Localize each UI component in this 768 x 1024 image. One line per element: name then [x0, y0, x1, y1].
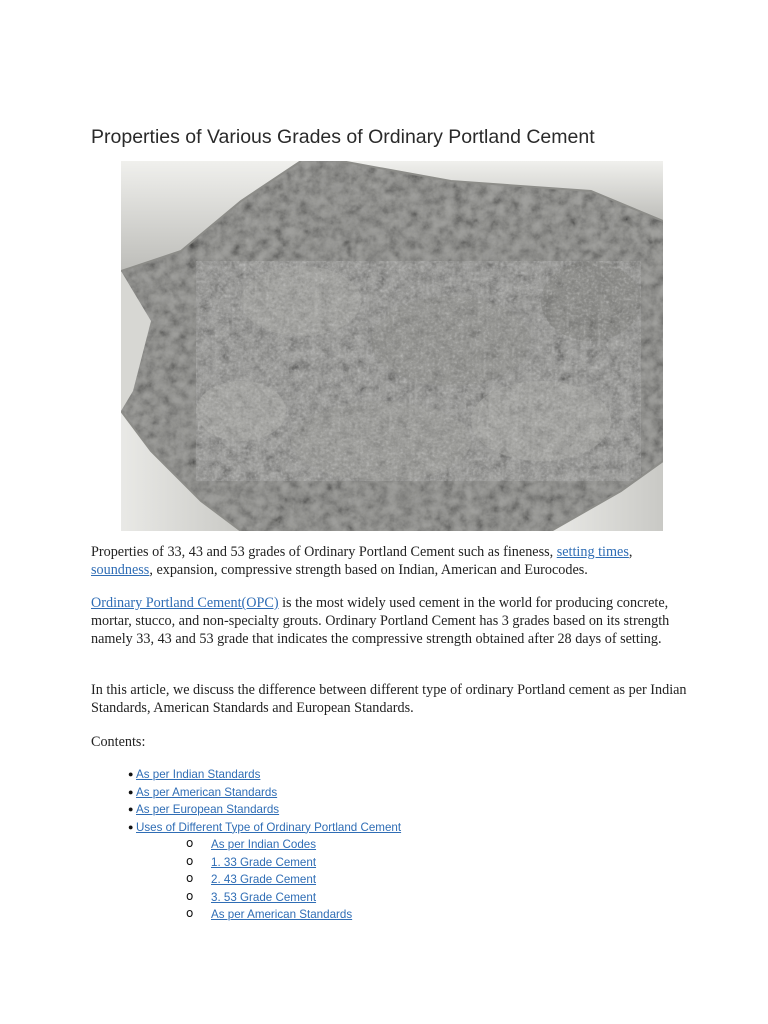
- toc-item: [0, 801, 768, 819]
- toc-link-43-grade[interactable]: 2. 43 Grade Cement: [211, 873, 317, 886]
- toc-subitem: [0, 854, 768, 872]
- bullet-icon: ●: [128, 804, 134, 814]
- toc-subitem: [0, 836, 768, 854]
- intro-text-start: Properties of 33, 43 and 53 grades of Ordinary Portland Cement such as fineness,: [91, 544, 557, 560]
- toc-link-indian-codes[interactable]: As per Indian Codes: [211, 838, 317, 851]
- toc-link-indian-standards[interactable]: As per Indian Standards: [136, 768, 261, 781]
- toc-subitem: [0, 871, 768, 889]
- cement-photo-image: [121, 161, 663, 531]
- toc-subitem: [0, 906, 768, 924]
- toc-link-53-grade[interactable]: 3. 53 Grade Cement: [211, 890, 317, 904]
- bullet-icon: ●: [128, 821, 134, 832]
- toc-item: [0, 819, 768, 837]
- circle-bullet-icon: o: [186, 906, 194, 920]
- table-of-contents: [0, 766, 768, 924]
- intro-paragraph: [91, 543, 691, 579]
- bullet-icon: ●: [128, 786, 134, 797]
- opc-paragraph: [91, 594, 691, 648]
- intro-text-end: , expansion, compressive strength based on Indian, American and Eurocodes.: [149, 562, 588, 578]
- page-title: Properties of Various Grades of Ordinary Portland Cement: [91, 126, 595, 148]
- article-paragraph: In this article, we discuss the difference between different type of ordinary Portland cement as per Indian Standards, American Standards and European Standards.: [91, 682, 687, 716]
- intro-separator: ,: [628, 544, 633, 560]
- bullet-icon: ●: [128, 769, 134, 779]
- cement-photo: [121, 161, 663, 531]
- circle-bullet-icon: o: [186, 871, 194, 885]
- circle-bullet-icon: o: [186, 836, 194, 850]
- toc-subitem: [0, 889, 768, 907]
- toc-link-uses[interactable]: Uses of Different Type of Ordinary Portland Cement: [136, 820, 402, 834]
- toc-link-european-standards[interactable]: As per European Standards: [136, 803, 280, 816]
- toc-item: [0, 784, 768, 802]
- toc-link-33-grade[interactable]: 1. 33 Grade Cement: [211, 855, 317, 869]
- circle-bullet-icon: o: [186, 853, 194, 868]
- toc-link-american-standards-sub[interactable]: As per American Standards: [211, 908, 353, 921]
- soundness-link[interactable]: soundness: [91, 562, 150, 578]
- toc-link-american-standards[interactable]: As per American Standards: [136, 785, 278, 799]
- toc-item: [0, 766, 768, 784]
- circle-bullet-icon: o: [186, 888, 194, 903]
- setting-times-link[interactable]: setting times: [556, 544, 629, 560]
- opc-link[interactable]: Ordinary Portland Cement(OPC): [91, 595, 279, 611]
- opc-text: is the most widely used cement in the world for producing concrete, mortar, stucco, and non-specialty grouts. Ordinary Portland Cement has 3 grades based on its strength namely 33, 43 and 53 grade that indicates the compressive strength obtained after 28 days of setting.: [91, 595, 670, 647]
- contents-heading: Contents:: [91, 734, 146, 750]
